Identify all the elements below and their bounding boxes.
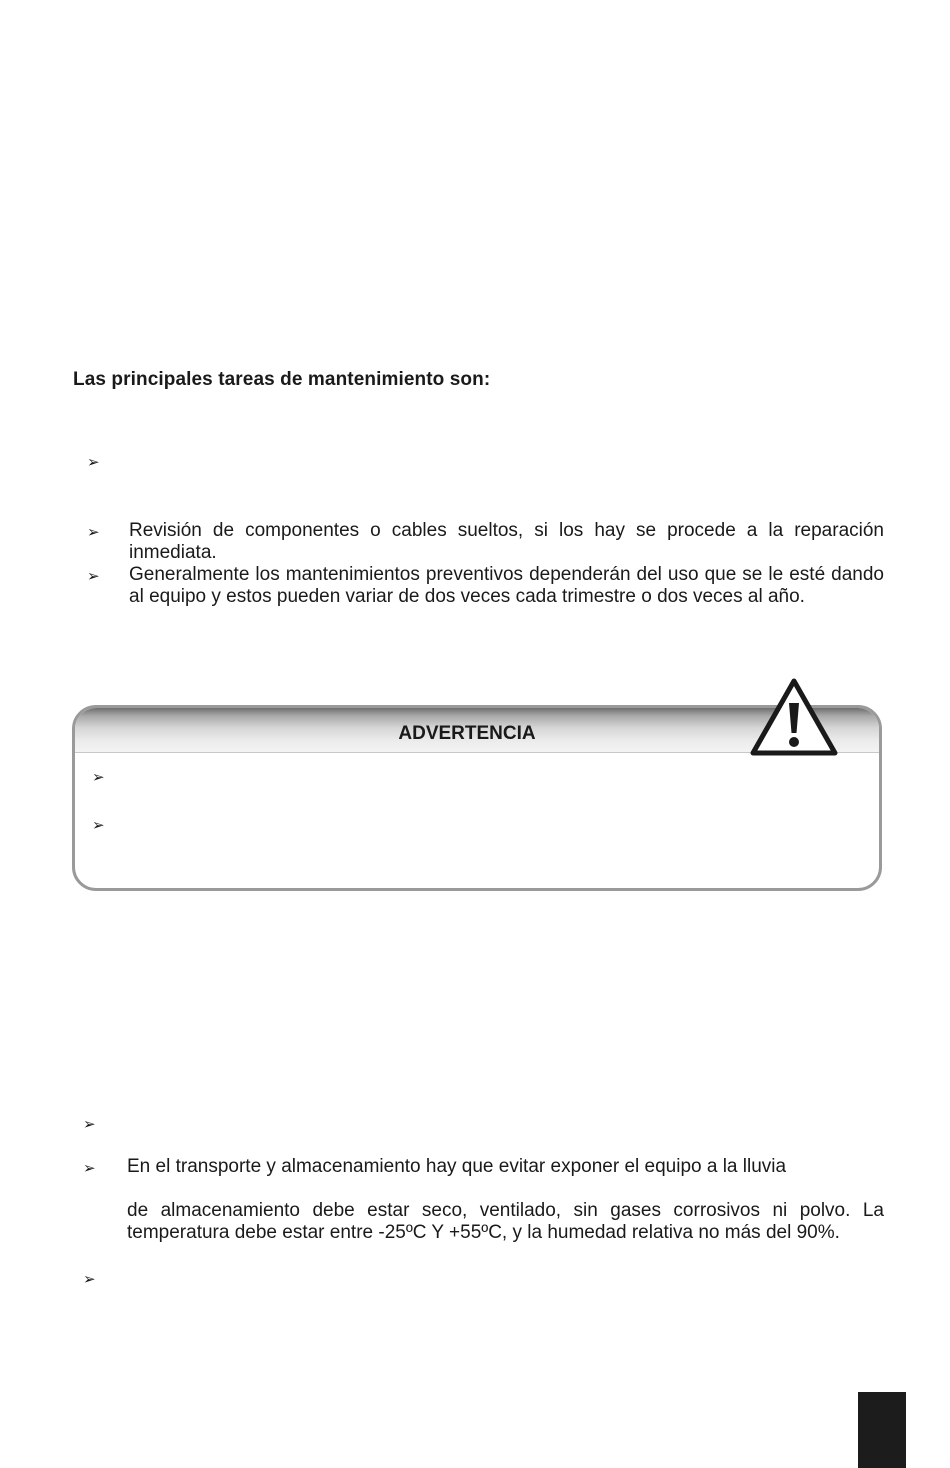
bullet-marker: ➢: [87, 568, 100, 585]
transport-item-storage: de almacenamiento debe estar seco, ventilado, sin gases corrosivos ni polvo. La temperatura debe estar entre -25ºC Y +55ºC, y la humedad relativa no más del 90%.: [127, 1200, 884, 1243]
transport-item-rain: En el transporte y almacenamiento hay que evitar exponer el equipo a la lluvia: [127, 1156, 787, 1177]
maintenance-item-preventive: Generalmente los mantenimientos preventivos dependerán del uso que se le esté dando al equipo y estos pueden variar de dos veces cada trimestre o dos veces al año.: [129, 564, 884, 607]
bullet-marker: ➢: [83, 1271, 96, 1288]
warning-title: ADVERTENCIA: [398, 723, 536, 744]
bullet-marker: ➢: [87, 454, 100, 471]
warning-triangle-icon: [749, 677, 839, 757]
maintenance-item-components: Revisión de componentes o cables sueltos, si los hay se procede a la reparación inmediata.: [129, 520, 884, 563]
page-tab: [858, 1392, 906, 1468]
section-heading: Las principales tareas de mantenimiento son:: [73, 369, 491, 390]
bullet-marker: ➢: [92, 817, 105, 834]
bullet-marker: ➢: [87, 524, 100, 541]
bullet-marker: ➢: [83, 1116, 96, 1133]
bullet-marker: ➢: [92, 769, 105, 786]
bullet-marker: ➢: [83, 1160, 96, 1177]
